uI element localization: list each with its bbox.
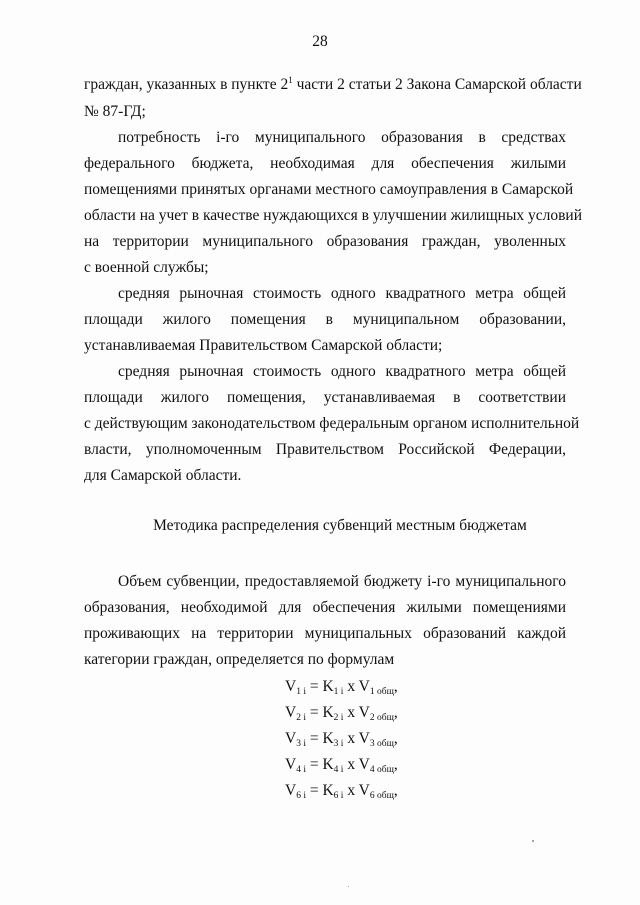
paragraph-line: средняя рыночная стоимость одного квадратного метра общей: [118, 363, 566, 380]
paragraph-line: средняя рыночная стоимость одного квадратного метра общей: [118, 285, 566, 302]
paragraph-line: власти, уполномоченным Правительством Российской Федерации,: [84, 441, 566, 458]
paragraph-line: для Самарской области.: [84, 467, 242, 484]
paragraph-line: потребность i-го муниципального образования в средствах: [118, 129, 566, 146]
paragraph-line: федерального бюджета, необходимая для обеспечения жилыми: [84, 155, 566, 172]
paragraph-line: области на учет в качестве нуждающихся в улучшении жилищных условий: [84, 207, 583, 224]
paragraph-line: категории граждан, определяется по формулам: [84, 651, 395, 668]
paragraph-line: образования, необходимой для обеспечения жилыми помещениями: [84, 599, 566, 616]
formula: $V_{1 i} = K_{1 i}$ x $V_{1 общ}$,: [285, 678, 398, 697]
paragraph-line: Объем субвенции, предоставляемой бюджету i-го муниципального: [118, 573, 566, 590]
formula: $V_{6 i} = K_{6 i}$ x $V_{6 общ}$,: [285, 782, 398, 801]
paragraph-line: № 87-ГД;: [84, 103, 146, 120]
paragraph-line: на территории муниципального образования граждан, уволенных: [84, 233, 566, 250]
paragraph-line: с действующим законодательством федеральным органом исполнительной: [84, 415, 580, 432]
paragraph-line: помещениями принятых органами местного самоуправления в Самарской: [84, 181, 574, 198]
paragraph-line: площади жилого помещения, устанавливаемая в соответствии: [84, 389, 566, 406]
paragraph-line: с военной службы;: [84, 259, 209, 276]
paragraph-line: граждан, указанных в пункте $2^1$ части 2 статьи 2 Закона Самарской области: [84, 75, 582, 93]
paragraph-line: устанавливаемая Правительством Самарской области;: [84, 337, 443, 354]
section-heading: Методика распределения субвенций местным бюджетам: [153, 517, 527, 534]
page-number: 28: [312, 33, 328, 50]
formula: $V_{2 i} = K_{2 i}$ x $V_{2 общ}$,: [285, 704, 398, 723]
scan-speck: [532, 840, 534, 842]
formula: $V_{3 i} = K_{3 i}$ x $V_{3 общ}$,: [285, 730, 398, 749]
paragraph-line: площади жилого помещения в муниципальном образовании,: [84, 311, 566, 328]
scan-speck: [348, 886, 349, 887]
formula: $V_{4 i} = K_{4 i}$ x $V_{4 общ}$,: [285, 756, 398, 775]
paragraph-line: проживающих на территории муниципальных образований каждой: [84, 625, 566, 642]
